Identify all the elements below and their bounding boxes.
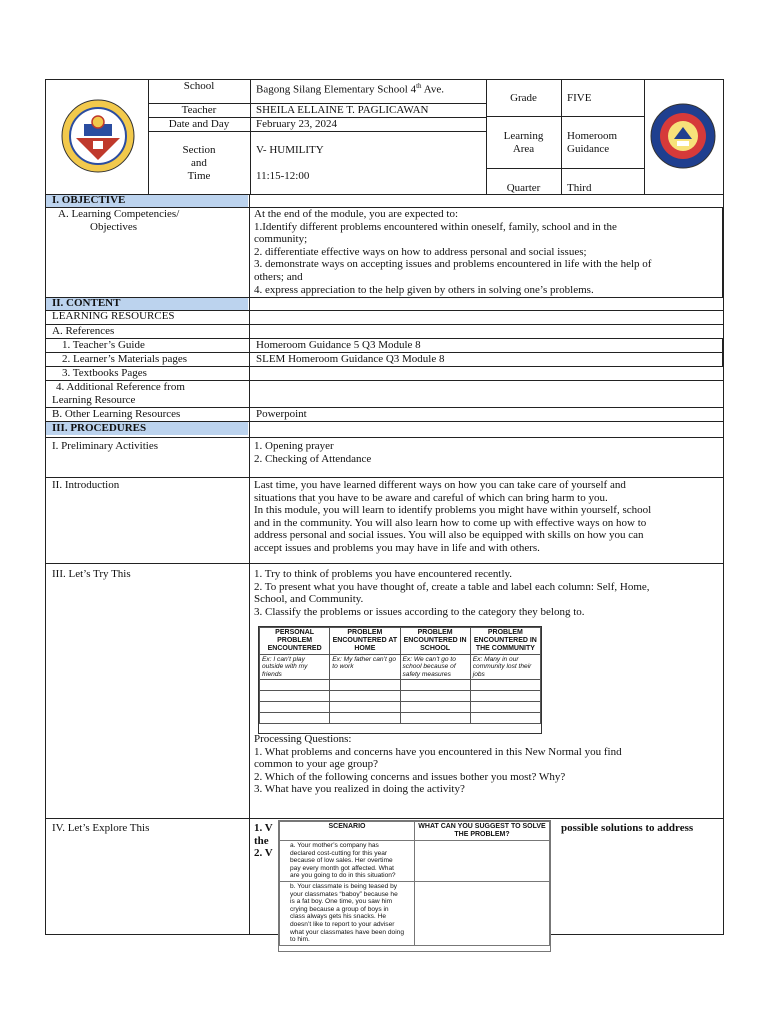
- table-row: [260, 713, 541, 724]
- col-personal: PERSONAL PROBLEM ENCOUNTERED: [260, 628, 330, 655]
- school-seal-logo: [650, 103, 716, 169]
- section-value: V- HUMILITY: [256, 144, 324, 156]
- processing-questions: Processing Questions: 1. What problems and concerns have you encountered in this New Normal you find common to your age group? 2. Which of the following concerns and issues bother you most? Why? 3. What have you realized in doing the activity?: [254, 733, 622, 796]
- textbooks-label: 3. Textbooks Pages: [62, 367, 147, 379]
- try-this-label: III. Let’s Try This: [52, 568, 131, 580]
- quarter-value: Third: [567, 182, 592, 194]
- table-row: Ex: I can’t play outside with my friends Ex: My father can’t go to work Ex: We can’t go to school because of safety measures Ex: Many in our community lost their jobs: [260, 655, 541, 680]
- problems-classification-table: [258, 626, 542, 734]
- introduction-label: II. Introduction: [52, 479, 120, 491]
- references-label: A. References: [52, 325, 115, 337]
- teachers-guide-value: Homeroom Guidance 5 Q3 Module 8: [256, 339, 421, 351]
- table-row: [260, 691, 541, 702]
- objective-band: I. OBJECTIVE: [46, 195, 248, 207]
- table-row: a. Your mother’s company has declared cost-cutting for this year because of low sales. Her overtime pay every month got affected. What are you going to do in this situation?: [280, 841, 550, 882]
- col-home: PROBLEM ENCOUNTERED AT HOME: [330, 628, 400, 655]
- objective-lines: At the end of the module, you are expected to: 1.Identify different problems encountered within oneself, family, school and in the community; 2. differentiate effective ways on how to address personal and social issues; 3. demonstrate ways on accepting issues and problems encountered in life with the help of others; and 4. express appreciation to the help given by others in solving one’s problems.: [254, 208, 652, 296]
- col-scenario: SCENARIO: [280, 822, 415, 841]
- col-suggestion: WHAT CAN YOU SUGGEST TO SOLVE THE PROBLEM?: [415, 822, 550, 841]
- explore-text-right: possible solutions to address: [561, 822, 694, 834]
- main-column-divider: [249, 195, 250, 935]
- table-row: [260, 702, 541, 713]
- date-label: Date and Day: [168, 118, 230, 130]
- time-value: 11:15-12:00: [256, 170, 310, 182]
- learners-materials-label: 2. Learner’s Materials pages: [62, 353, 188, 365]
- section-label-3: Time: [187, 170, 211, 182]
- learning-area-value-1: Homeroom: [567, 130, 618, 142]
- additional-reference-label-2: Learning Resource: [52, 394, 136, 406]
- try-this-lines: 1. Try to think of problems you have encountered recently. 2. To present what you have thought of, create a table and label each column: Self, Home, School, and Community. 3. Classify the problems or issues according to the category they belong to.: [254, 568, 650, 618]
- section-label-2: and: [191, 157, 207, 169]
- teacher-label: Teacher: [181, 104, 217, 116]
- explore-text-left-2: the: [254, 835, 269, 847]
- scenario-table: [278, 820, 551, 952]
- preliminary-lines: 1. Opening prayer 2. Checking of Attendance: [254, 440, 372, 465]
- school-value: Bagong Silang Elementary School 4th Ave.: [256, 82, 444, 96]
- division-seal-logo: [60, 98, 136, 174]
- table-row: b. Your classmate is being teased by your classmates “baboy” because he is a fat boy. One time, you saw him crying because a group of boys in class always gets his snacks. He doesn’t like to report to your adviser what your classmates have been doing to him.: [280, 881, 550, 945]
- school-label: School: [183, 80, 215, 92]
- section-label-1: Section: [182, 144, 216, 156]
- grade-value: FIVE: [567, 92, 592, 104]
- page-right-border: [723, 79, 724, 935]
- additional-reference-label-1: 4. Additional Reference from: [56, 381, 185, 393]
- col-community: PROBLEM ENCOUNTERED IN THE COMMUNITY: [470, 628, 540, 655]
- learning-area-label-1: Learning: [503, 130, 544, 142]
- objective-label-1: A. Learning Competencies/: [58, 208, 180, 220]
- learning-area-label-2: Area: [512, 143, 535, 155]
- teachers-guide-label: 1. Teacher’s Guide: [62, 339, 145, 351]
- col-school: PROBLEM ENCOUNTERED IN SCHOOL: [400, 628, 470, 655]
- preliminary-label: I. Preliminary Activities: [52, 440, 159, 452]
- date-value: February 23, 2024: [256, 118, 337, 130]
- objective-label-2: Objectives: [90, 221, 138, 233]
- teacher-value: SHEILA ELLAINE T. PAGLICAWAN: [256, 104, 429, 116]
- procedures-band: III. PROCEDURES: [46, 422, 248, 435]
- other-resources-label: B. Other Learning Resources: [52, 408, 181, 420]
- learners-materials-value: SLEM Homeroom Guidance Q3 Module 8: [256, 353, 445, 365]
- other-resources-value: Powerpoint: [256, 408, 307, 420]
- explore-text-left-3: 2. V: [254, 847, 273, 859]
- grade-label: Grade: [510, 92, 537, 104]
- explore-text-left-1: 1. V: [254, 822, 273, 834]
- learning-resources-label: LEARNING RESOURCES: [52, 310, 175, 322]
- content-band: II. CONTENT: [46, 298, 248, 310]
- introduction-lines: Last time, you have learned different ways on how you can take care of yourself and situations that you have to be aware and careful of which can bring harm to you. In this module, you will learn to identify problems you might have within yourself, school and in the community. You will also learn how to come up with effective ways on how to address personal and social issues. You will also be equipped with skills on how you can accept issues and problems you may have in life and with others.: [254, 479, 652, 554]
- explore-this-label: IV. Let’s Explore This: [52, 822, 150, 834]
- learning-area-value-2: Guidance: [567, 143, 610, 155]
- quarter-label: Quarter: [506, 182, 541, 194]
- table-row: [260, 680, 541, 691]
